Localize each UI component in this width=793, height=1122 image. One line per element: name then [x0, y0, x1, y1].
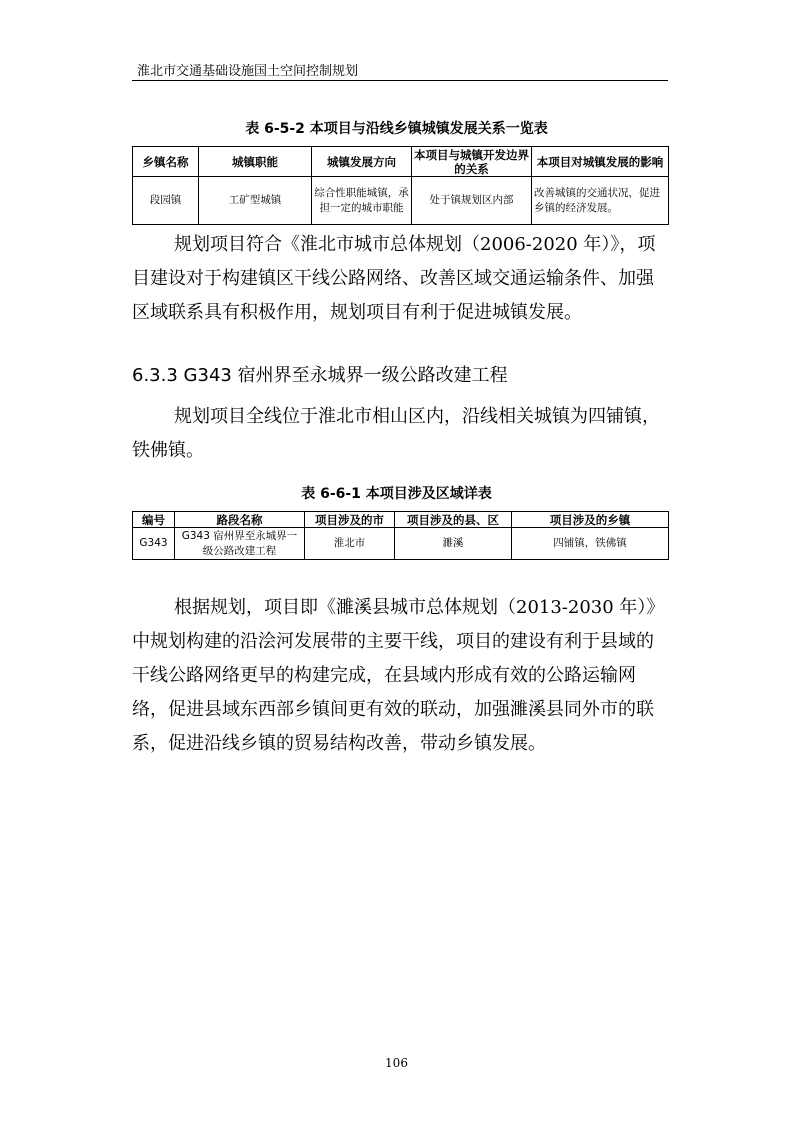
table1-cell: 段园镇 — [133, 177, 199, 225]
table2-header-cell: 项目涉及的县、区 — [395, 512, 512, 528]
table1-header-row — [133, 147, 669, 177]
header-rule — [132, 80, 668, 81]
table2-caption: 表 6-6-1 本项目涉及区域详表 — [301, 486, 492, 502]
table1 — [132, 146, 669, 225]
running-header: 淮北市交通基础设施国土空间控制规划 — [137, 64, 359, 79]
table1-cell: 改善城镇的交通状况，促进乡镇的经济发展。 — [532, 177, 669, 225]
paragraph-1: 规划项目符合《淮北市城市总体规划（2006-2020 年）》，项目建设对于构建镇区干线公路网络、改善区域交通运输条件、加强区域联系具有积极作用，规划项目有利于促进城镇发展。 — [132, 234, 656, 323]
table2-header-cell: 路段名称 — [175, 512, 305, 528]
paragraph-3: 根据规划，项目即《濉溪县城市总体规划（2013-2030 年）》中规划构建的沿浍河发展带的主要干线，项目的建设有利于县域的干线公路网络更早的构建完成，在县域内形成有效的公路运输网络，促进县域东西部乡镇间更有效的联动，加强濉溪县同外市的联系，促进沿线乡镇的贸易结构改善，带动乡镇发展。 — [132, 597, 665, 754]
table2-cell: 濉溪 — [395, 528, 512, 560]
table2-header-cell: 项目涉及的乡镇 — [512, 512, 669, 528]
table-row — [133, 177, 669, 225]
table2-cell: 四铺镇，铁佛镇 — [512, 528, 669, 560]
table1-caption: 表 6-5-2 本项目与沿线乡镇城镇发展关系一览表 — [245, 121, 548, 137]
table2 — [132, 511, 669, 560]
section-heading — [132, 361, 508, 387]
table2-cell: 淮北市 — [305, 528, 395, 560]
table2-cell: G343 宿州界至永城界一级公路改建工程 — [175, 528, 305, 560]
table-row — [133, 528, 669, 560]
page-number: 106 — [385, 1056, 408, 1070]
section-title: G343 宿州界至永城界一级公路改建工程 — [183, 365, 508, 386]
table2-cell: G343 — [133, 528, 175, 560]
table1-header-cell: 乡镇名称 — [133, 147, 199, 177]
table1-cell: 工矿型城镇 — [199, 177, 312, 225]
table1-header-cell: 城镇职能 — [199, 147, 312, 177]
table1-cell: 处于镇规划区内部 — [412, 177, 532, 225]
table2-header-cell: 项目涉及的市 — [305, 512, 395, 528]
table1-header-cell: 城镇发展方向 — [312, 147, 412, 177]
paragraph-2: 规划项目全线位于淮北市相山区内，沿线相关城镇为四铺镇，铁佛镇。 — [132, 406, 660, 461]
section-number: 6.3.3 — [132, 365, 178, 386]
table1-cell: 综合性职能城镇，承担一定的城市职能 — [312, 177, 412, 225]
table2-header-cell: 编号 — [133, 512, 175, 528]
table1-header-cell: 本项目与城镇开发边界的关系 — [412, 147, 532, 177]
table2-header-row — [133, 512, 669, 528]
table1-header-cell: 本项目对城镇发展的影响 — [532, 147, 669, 177]
